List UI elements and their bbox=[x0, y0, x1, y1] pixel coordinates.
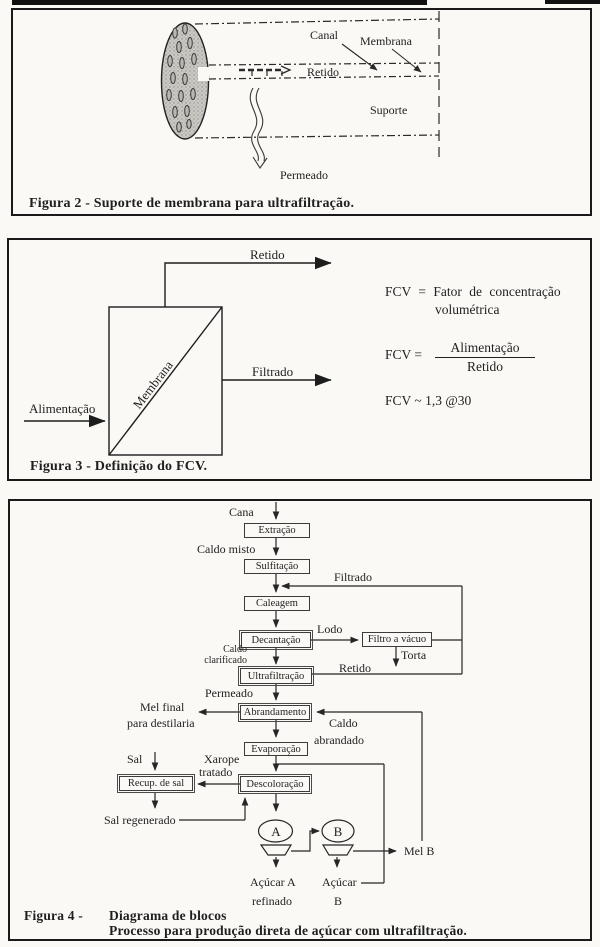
membrana-pointer-arrow bbox=[392, 49, 421, 72]
figure-2-caption: Figura 2 - Suporte de membrana para ultrafiltração. bbox=[29, 196, 355, 211]
figure-2-diagram bbox=[13, 10, 590, 214]
permeado-label: Permeado bbox=[205, 686, 253, 700]
figure-2 bbox=[11, 8, 592, 216]
suporte-label: Suporte bbox=[370, 103, 408, 117]
box-filtro-vacuo: Filtro a vácuo bbox=[362, 632, 432, 647]
filtrado-label: Filtrado bbox=[334, 570, 372, 584]
permeado-label: Permeado bbox=[280, 168, 328, 182]
caldo-abrandado-label-line1: Caldo bbox=[329, 716, 358, 730]
a-to-b-line bbox=[291, 831, 319, 851]
membrane-tube-cross-section bbox=[162, 23, 210, 139]
acucar-b-label-line2: B bbox=[334, 894, 343, 908]
figure-4-caption-prefix: Figura 4 - bbox=[24, 908, 83, 923]
caldo-misto-label: Caldo misto bbox=[197, 542, 256, 556]
canal-label: Canal bbox=[310, 28, 338, 42]
retido-flow-arrow bbox=[239, 66, 290, 74]
centrifuge-b-pan bbox=[323, 845, 353, 855]
centrifuge-a-letter: A bbox=[271, 824, 281, 839]
torta-label: Torta bbox=[401, 648, 427, 662]
retido-label: Retido bbox=[339, 661, 371, 675]
box-decantacao: Decantação bbox=[241, 632, 311, 648]
retido-label: Retido bbox=[250, 247, 285, 262]
acucar-b-label-line1: Açúcar bbox=[322, 875, 357, 889]
lodo-label: Lodo bbox=[317, 622, 343, 636]
fcv-denominator: Retido bbox=[467, 359, 503, 374]
permeado-wavy-arrow bbox=[250, 88, 267, 168]
retido-arrow bbox=[165, 263, 331, 307]
membrana-label: Membrana bbox=[360, 34, 412, 48]
retido-label: Retido bbox=[307, 65, 339, 79]
alimentacao-label: Alimentação bbox=[29, 401, 96, 416]
fcv-definition-line1: FCV = Fator de concentração bbox=[385, 284, 561, 299]
box-sulfitacao: Sulfitação bbox=[244, 559, 310, 574]
figure-4-caption-line2: Processo para produção direta de açúcar com ultrafiltração. bbox=[109, 923, 467, 938]
figure-4 bbox=[8, 499, 592, 941]
caldo-abrandado-label-line2: abrandado bbox=[314, 733, 364, 747]
box-ultrafiltracao: Ultrafiltração bbox=[240, 668, 312, 684]
stream-arrows bbox=[24, 263, 331, 421]
box-evaporacao: Evaporação bbox=[244, 742, 308, 756]
fcv-approx-value: FCV ~ 1,3 @30 bbox=[385, 393, 472, 408]
figure-3-caption: Figura 3 - Definição do FCV. bbox=[30, 459, 208, 474]
caldo-clarificado-line1: Caldo bbox=[223, 644, 247, 655]
mel-b-label: Mel B bbox=[404, 844, 435, 858]
box-extracao: Extração bbox=[244, 523, 310, 538]
box-abrandamento: Abrandamento bbox=[240, 705, 310, 720]
box-caleagem: Caleagem bbox=[244, 596, 310, 611]
acucar-a-label-line1: Açúcar A bbox=[250, 875, 296, 889]
membrana-diagonal-label: Membrana bbox=[129, 357, 176, 412]
box-descoloracao: Descoloração bbox=[240, 776, 310, 792]
xarope-label-line1: Xarope bbox=[204, 752, 240, 766]
mel-final-label-line1: Mel final bbox=[140, 700, 185, 714]
sal-label: Sal bbox=[127, 752, 143, 766]
xarope-label-line2: tratado bbox=[199, 765, 233, 779]
figure-4-caption-line1: Diagrama de blocos bbox=[109, 908, 227, 923]
canal-notch bbox=[198, 67, 209, 81]
filtrado-label: Filtrado bbox=[252, 364, 294, 379]
fcv-definition-line2: volumétrica bbox=[435, 302, 500, 317]
cana-label: Cana bbox=[229, 505, 254, 519]
fcv-ratio-lhs: FCV = bbox=[385, 347, 423, 362]
centrifuge-a-pan bbox=[261, 845, 291, 855]
mel-final-label-line2: para destilaria bbox=[127, 716, 195, 730]
scan-artifact-bar-right bbox=[545, 0, 600, 4]
centrifuge-b-letter: B bbox=[333, 824, 343, 839]
fcv-numerator: Alimentação bbox=[435, 340, 535, 358]
sal-regenerado-label: Sal regenerado bbox=[104, 813, 176, 827]
caldo-clarificado-line2: clarificado bbox=[204, 654, 247, 666]
box-recup-sal: Recup. de sal bbox=[119, 776, 193, 791]
callout-arrows bbox=[342, 44, 421, 72]
figure-3 bbox=[7, 238, 592, 481]
scan-artifact-bar-left bbox=[12, 0, 427, 5]
caldo-clarificado-label bbox=[203, 645, 247, 666]
acucar-a-label-line2: refinado bbox=[252, 894, 292, 908]
